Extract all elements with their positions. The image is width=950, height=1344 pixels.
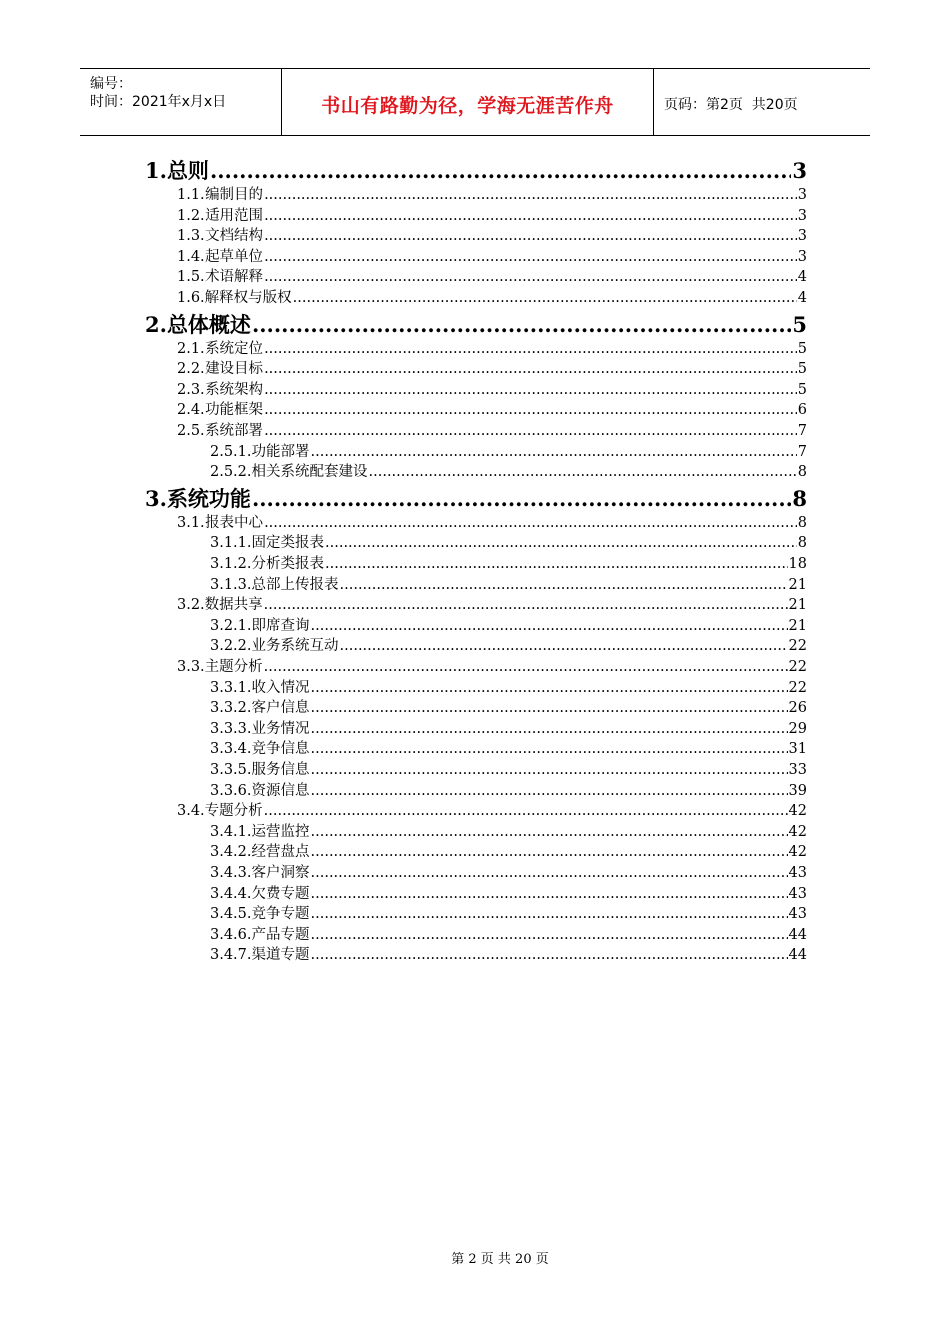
toc-leader-dots [264,402,797,418]
toc-number: 3.3.1. [210,679,252,696]
toc-entry-2-4[interactable] [145,398,807,418]
toc-title: 经营盘点 [251,844,310,861]
toc-number: 2.3. [177,381,205,398]
date-label: 时间：2021年x月x日 [90,94,227,110]
toc-page-number: 4 [797,290,807,306]
toc-title: 服务信息 [251,762,310,778]
toc-entry-2-3[interactable] [145,378,807,398]
toc-title: 系统架构 [205,381,264,398]
toc-entry-3-1[interactable] [145,511,807,531]
toc-number: 3.4.2. [210,844,252,861]
toc-page-number: 29 [788,720,807,737]
toc-entry-1-2[interactable] [145,204,807,224]
toc-page-number: 42 [788,803,807,820]
toc-entry-3-4-1[interactable] [145,820,807,840]
toc-title: 客户洞察 [251,865,310,881]
toc-leader-dots [325,535,797,551]
toc-page-number: 3 [797,228,807,245]
toc-page-number: 22 [788,659,807,675]
toc-number: 2.4. [177,402,205,419]
toc-leader-dots [264,187,797,203]
toc-leader-dots [293,290,797,306]
toc-title: 总部上传报表 [251,576,339,593]
toc-title: 业务系统互动 [251,638,339,655]
toc-entry-3-4-2[interactable] [145,840,807,860]
toc-number: 3.1.3. [210,576,252,593]
toc-number: 3.4.1. [210,823,252,840]
toc-title: 分析类报表 [251,556,325,572]
toc-entry-3-3-3[interactable] [145,717,807,737]
toc-page-number: 5 [797,381,807,398]
toc-entry-3-4-7[interactable] [145,943,807,963]
toc-entry-2-2[interactable] [145,357,807,377]
toc-title: 固定类报表 [251,535,325,552]
toc-leader-dots [311,927,788,943]
toc-number: 1.3. [177,228,205,245]
toc-page-number: 5 [792,311,807,337]
toc-page-number: 3 [797,187,807,203]
motto-text: 书山有路勤为径，学海无涯苦作舟 [321,95,614,117]
toc-page-number: 8 [797,514,807,531]
toc-leader-dots [311,783,788,799]
toc-leader-dots [311,741,788,757]
header-info-cell [80,69,282,135]
toc-title: 竞争信息 [251,741,310,758]
toc-leader-dots [311,886,788,902]
toc-entry-1-1[interactable] [145,183,807,203]
toc-page-number: 31 [788,741,807,758]
toc-page-number: 18 [788,556,807,572]
toc-page-number: 21 [788,576,807,593]
toc-title: 解释权与版权 [204,290,292,306]
toc-number: 3.3.2. [210,700,252,717]
toc-page-number: 21 [788,597,807,614]
toc-title: 客户信息 [251,700,310,717]
toc-page-number: 3 [797,207,807,224]
toc-leader-dots [311,618,788,634]
toc-entry-3-3-4[interactable] [145,737,807,757]
toc-page-number: 3 [797,248,807,265]
toc-number: 3.1.1. [210,535,252,552]
toc-page-number: 22 [788,638,807,655]
toc-leader-dots [264,597,788,613]
toc-title: 渠道专题 [251,947,310,964]
toc-entry-3-4[interactable] [145,799,807,819]
toc-title: 竞争专题 [251,906,310,923]
toc-number: 3.4.3. [210,865,252,881]
toc-page-number: 6 [797,402,807,419]
header-motto-cell [282,69,654,135]
toc-leader-dots [264,269,797,285]
toc-title: 业务情况 [251,720,310,737]
toc-leader-dots [311,865,788,881]
toc-leader-dots [311,680,788,696]
toc-page-number: 33 [788,762,807,778]
page-footer-number: 第 2 页 共 20 页 [451,1252,549,1267]
toc-entry-1-3[interactable] [145,224,807,244]
toc-leader-dots [264,249,797,265]
toc-page-number: 22 [788,679,807,696]
toc-number: 1.2. [177,207,205,224]
toc-page-number: 8 [792,485,807,511]
toc-number: 1.4. [177,248,205,265]
toc-leader-dots [325,556,788,572]
toc-number: 3.4. [177,803,205,820]
toc-number: 2.5. [177,423,205,439]
toc-entry-1-5[interactable] [145,265,807,285]
toc-page-number: 42 [788,844,807,861]
toc-title: 系统定位 [205,340,264,357]
toc-title: 欠费专题 [251,885,310,902]
toc-number: 3.3.5. [210,762,252,778]
toc-page-number: 8 [797,464,807,481]
toc-title: 总则 [166,158,209,183]
toc-number: 1. [145,158,167,183]
toc-entry-3-3-5[interactable] [145,758,807,778]
toc-leader-dots [252,486,791,511]
toc-page-number: 44 [788,926,807,943]
toc-entry-1-6[interactable] [145,286,807,306]
toc-number: 3.3.4. [210,741,252,758]
toc-number: 3.4.5. [210,906,252,923]
toc-number: 3.4.4. [210,885,252,902]
toc-page-number: 4 [797,269,807,286]
toc-number: 3.4.6. [210,926,252,943]
toc-title: 产品专题 [251,926,310,943]
toc-leader-dots [264,361,797,377]
toc-entry-3-2-1[interactable] [145,614,807,634]
toc-entry-3-4-6[interactable] [145,923,807,943]
toc-leader-dots [264,423,797,439]
toc-entry-3-3-6[interactable] [145,779,807,799]
toc-title: 主题分析 [204,659,263,675]
toc-title: 专题分析 [204,803,263,820]
toc-entry-1-4[interactable] [145,245,807,265]
toc-leader-dots [311,844,788,860]
toc-entry-3-3-1[interactable] [145,676,807,696]
toc-number: 2.5.1. [210,443,252,460]
toc-title: 功能部署 [251,443,310,460]
toc-number: 3.1.2. [210,556,252,572]
toc-number: 2.1. [177,340,205,357]
toc-leader-dots [264,228,797,244]
toc-entry-2-5-2[interactable] [145,460,807,480]
toc-leader-dots [311,700,788,716]
toc-page-number: 43 [788,865,807,881]
toc-entry-3-2[interactable] [145,593,807,613]
toc-number: 3. [145,485,167,511]
toc-title: 相关系统配套建设 [251,464,368,481]
page-code: 页码：第2页 共20页 [664,97,798,113]
toc-page-number: 7 [797,443,807,460]
toc-leader-dots [311,762,788,778]
toc-number: 3.3.3. [210,720,252,737]
toc-title: 收入情况 [251,679,310,696]
doc-number-label: 编号： [90,76,132,92]
toc-number: 2.2. [177,361,205,378]
toc-number: 3.2.1. [210,617,252,634]
toc-number: 3.2.2. [210,638,252,655]
toc-page-number: 43 [788,885,807,902]
toc-leader-dots [311,444,797,460]
toc-entry-3-4-5[interactable] [145,902,807,922]
toc-page-number: 26 [788,700,807,717]
toc-leader-dots [264,803,788,819]
toc-leader-dots [340,638,788,654]
toc-leader-dots [340,577,788,593]
toc-leader-dots [264,515,797,531]
toc-leader-dots [210,158,791,183]
toc-entry-2-5-1[interactable] [145,440,807,460]
toc-title: 编制目的 [205,187,264,203]
toc-number: 3.3.6. [210,782,252,799]
toc-number: 1.1. [177,187,205,203]
toc-leader-dots [264,341,797,357]
toc-title: 术语解释 [205,269,264,286]
toc-number: 3.3. [177,659,205,675]
toc-page-number: 21 [788,617,807,634]
toc-title: 起草单位 [205,248,264,265]
toc-leader-dots [369,464,797,480]
toc-entry-3[interactable] [145,483,807,511]
toc-leader-dots [311,947,788,963]
toc-entry-3-4-3[interactable] [145,861,807,881]
toc-entry-3-1-2[interactable] [145,552,807,572]
toc-leader-dots [252,312,791,337]
toc-entry-3-1-3[interactable] [145,573,807,593]
toc-entry-2-5[interactable] [145,419,807,439]
toc-entry-3-1-1[interactable] [145,531,807,551]
toc-entry-3-2-2[interactable] [145,634,807,654]
toc-number: 1.5. [177,269,205,286]
toc-title: 系统功能 [166,485,251,511]
toc-leader-dots [264,208,797,224]
toc-leader-dots [311,721,788,737]
toc-page-number: 44 [788,947,807,964]
toc-page-number: 8 [797,535,807,552]
toc-leader-dots [311,824,788,840]
toc-entry-3-3[interactable] [145,655,807,675]
toc-leader-dots [264,659,788,675]
toc-title: 报表中心 [205,514,264,531]
toc-page-number: 7 [797,423,807,439]
toc-page-number: 39 [788,782,807,799]
toc-number: 3.4.7. [210,947,252,964]
toc-page-number: 3 [792,158,807,183]
toc-number: 2. [145,311,167,337]
toc-title: 系统部署 [205,423,264,439]
toc-leader-dots [264,382,797,398]
toc-number: 3.2. [177,597,205,614]
toc-leader-dots [311,906,788,922]
toc-title: 即席查询 [251,617,310,634]
header-page-cell [654,69,870,135]
toc-title: 功能框架 [205,402,264,419]
toc-entry-2-1[interactable] [145,337,807,357]
toc-number: 2.5.2. [210,464,252,481]
toc-title: 数据共享 [204,597,263,614]
toc-entry-2[interactable] [145,309,807,337]
toc-entry-3-3-2[interactable] [145,696,807,716]
toc-page-number: 42 [788,823,807,840]
toc-title: 运营监控 [251,823,310,840]
toc-number: 3.1. [177,514,205,531]
toc-title: 建设目标 [205,361,264,378]
toc-entry-3-4-4[interactable] [145,882,807,902]
toc-title: 资源信息 [251,782,310,799]
toc-number: 1.6. [177,290,205,306]
toc-title: 文档结构 [205,228,264,245]
toc-page-number: 43 [788,906,807,923]
page-header [80,68,870,136]
toc-page-number: 5 [797,361,807,378]
toc-title: 适用范围 [205,207,264,224]
toc-title: 总体概述 [166,311,251,337]
toc-page-number: 5 [797,340,807,357]
toc-entry-1[interactable] [145,155,807,183]
